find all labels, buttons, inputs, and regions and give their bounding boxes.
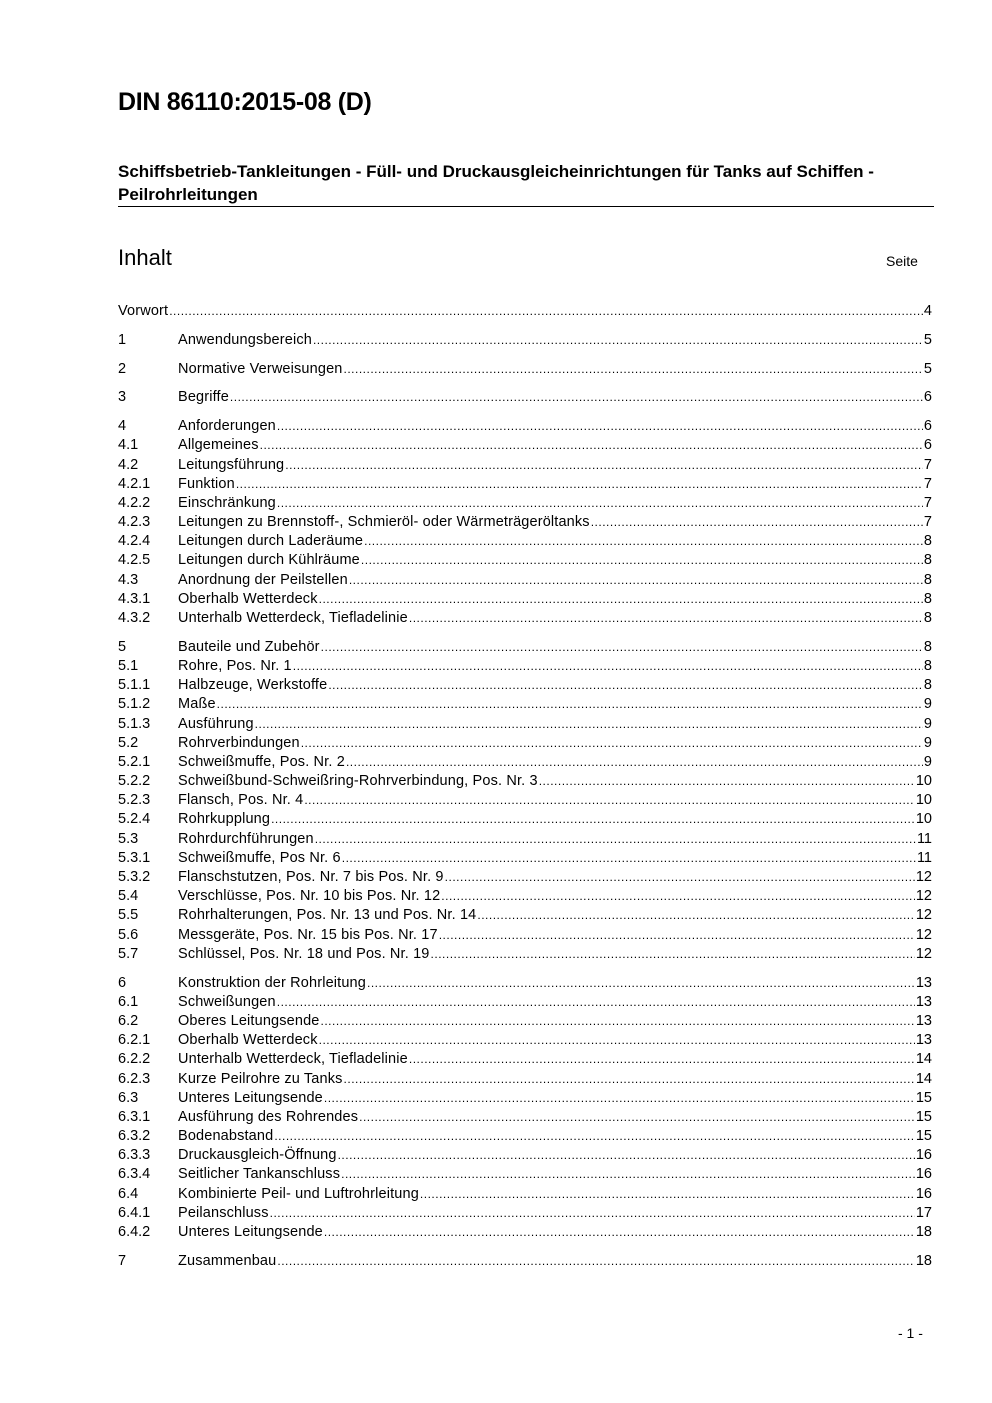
toc-entry-title: Leitungen durch Kühlräume: [178, 552, 360, 569]
page-column-label: Seite: [886, 253, 918, 269]
toc-entry-page: 5: [923, 360, 932, 377]
toc-entry-title: Druckausgleich-Öffnung: [178, 1147, 337, 1164]
toc-entry-number: 4.2.5: [118, 552, 151, 569]
toc-dot-leader: [324, 1223, 915, 1242]
toc-entry[interactable]: [118, 791, 932, 810]
toc-entry-title: Bauteile und Zubehör: [178, 638, 320, 655]
toc-entry-number: 4.2.4: [118, 533, 151, 550]
toc-entry-number: 4.3.1: [118, 590, 151, 607]
toc-entry-page: 15: [915, 1128, 932, 1145]
toc-entry[interactable]: [118, 1204, 932, 1223]
toc-entry-page: 13: [915, 974, 932, 991]
toc-entry-page: 8: [923, 552, 932, 569]
toc-entry-number: 6.3.4: [118, 1166, 151, 1183]
toc-entry[interactable]: [118, 906, 932, 925]
toc-entry-title: Zusammenbau: [178, 1252, 277, 1269]
toc-entry-number: 5.4: [118, 888, 139, 905]
toc-entry-number: 4.1: [118, 437, 139, 454]
toc-entry-number: 7: [118, 1252, 127, 1269]
toc-entry-number: 6.1: [118, 993, 139, 1010]
toc-entry[interactable]: [118, 571, 932, 590]
toc-entry[interactable]: [118, 715, 932, 734]
toc-entry-page: 11: [916, 830, 932, 847]
toc-dot-leader: [277, 494, 923, 513]
toc-entry-title: Rohrverbindungen: [178, 734, 300, 751]
toc-dot-leader: [361, 551, 923, 570]
toc-entry[interactable]: [118, 810, 932, 829]
toc-entry-number: 6.4: [118, 1185, 139, 1202]
toc-entry-title: Anordnung der Peilstellen: [178, 571, 348, 588]
toc-entry[interactable]: [118, 695, 932, 714]
toc-dot-leader: [319, 1031, 915, 1050]
toc-entry-title: Vorwort: [118, 303, 169, 319]
toc-entry-page: 17: [915, 1204, 932, 1221]
toc-entry-page: 8: [923, 571, 932, 588]
toc-entry-title: Normative Verweisungen: [178, 360, 343, 377]
toc-entry-title: Oberhalb Wetterdeck: [178, 590, 318, 607]
toc-dot-leader: [270, 1204, 915, 1223]
toc-entry[interactable]: [118, 638, 932, 657]
toc-entry[interactable]: [118, 753, 932, 772]
toc-entry[interactable]: [118, 1050, 932, 1069]
toc-entry-page: 9: [923, 715, 932, 732]
toc-entry-page: 5: [923, 331, 932, 348]
toc-entry-number: 1: [118, 331, 127, 348]
toc-entry-page: 9: [923, 734, 932, 751]
toc-entry-page: 8: [923, 677, 932, 694]
toc-entry-number: 4.3.2: [118, 610, 151, 626]
toc-dot-leader: [539, 772, 915, 791]
toc-entry-page: 6: [923, 418, 932, 435]
toc-entry-page: 9: [923, 696, 932, 713]
toc-entry[interactable]: [118, 1146, 932, 1165]
toc-entry-page: 11: [916, 849, 932, 866]
toc-entry[interactable]: [118, 302, 932, 321]
toc-entry-title: Oberes Leitungsende: [178, 1012, 320, 1029]
toc-entry[interactable]: [118, 475, 932, 494]
toc-entry-page: 8: [923, 657, 932, 674]
toc-entry[interactable]: [118, 417, 932, 436]
toc-dot-leader: [324, 1089, 915, 1108]
toc-entry[interactable]: [118, 868, 932, 887]
toc-entry-title: Unterhalb Wetterdeck, Tiefladelinie: [178, 1051, 408, 1068]
toc-dot-leader: [293, 657, 923, 676]
toc-entry-title: Leitungen zu Brennstoff-, Schmieröl- oder Wärmeträgeröltanks: [178, 514, 590, 531]
toc-dot-leader: [420, 1185, 915, 1204]
toc-entry[interactable]: [118, 360, 932, 379]
toc-entry-page: 6: [923, 389, 932, 406]
toc-entry-title: Leitungen durch Laderäume: [178, 533, 364, 550]
toc-entry-number: 5.3: [118, 830, 139, 847]
toc-entry[interactable]: [118, 734, 932, 753]
toc-dot-leader: [277, 1252, 914, 1271]
toc-entry-page: 7: [923, 456, 932, 473]
toc-entry[interactable]: [118, 887, 932, 906]
toc-entry-page: 12: [915, 945, 932, 962]
toc-entry[interactable]: [118, 551, 932, 570]
toc-dot-leader: [477, 906, 914, 925]
toc-dot-leader: [260, 436, 923, 455]
toc-entry-title: Maße: [178, 696, 216, 713]
toc-entry-title: Peilanschluss: [178, 1204, 269, 1221]
toc-entry-page: 13: [915, 1012, 932, 1029]
toc-entry-title: Kombinierte Peil- und Luftrohrleitung: [178, 1185, 419, 1202]
toc-entry-title: Flanschstutzen, Pos. Nr. 7 bis Pos. Nr. 9: [178, 869, 444, 886]
toc-entry-page: 12: [915, 869, 932, 886]
toc-heading: Inhalt: [118, 245, 172, 270]
document-id: DIN 86110:2015-08 (D): [118, 88, 372, 116]
toc-entry[interactable]: [118, 974, 932, 993]
toc-dot-leader: [344, 360, 923, 379]
toc-dot-leader: [271, 810, 915, 829]
toc-dot-leader: [321, 1012, 915, 1031]
toc-entry-title: Oberhalb Wetterdeck: [178, 1032, 318, 1049]
toc-entry-page: 16: [915, 1147, 932, 1164]
toc-dot-leader: [364, 532, 923, 551]
toc-entry-number: 5.1.2: [118, 696, 151, 713]
toc-entry-title: Seitlicher Tankanschluss: [178, 1166, 341, 1183]
toc-entry-number: 6.4.2: [118, 1224, 151, 1240]
toc-entry[interactable]: [118, 1108, 932, 1127]
toc-entry-page: 6: [923, 437, 932, 454]
toc-dot-leader: [313, 331, 923, 350]
toc-entry-page: 18: [915, 1224, 932, 1240]
toc-entry-number: 4.2.2: [118, 494, 151, 511]
toc-entry[interactable]: [118, 1070, 932, 1089]
toc-entry-page: 8: [923, 533, 932, 550]
toc-entry[interactable]: [118, 331, 932, 350]
toc-dot-leader: [439, 926, 915, 945]
toc-entry-number: 5.2: [118, 734, 139, 751]
toc-dot-leader: [367, 974, 915, 993]
toc-entry-number: 5.1: [118, 657, 139, 674]
toc-entry[interactable]: [118, 1127, 932, 1146]
toc-dot-leader: [319, 590, 923, 609]
toc-entry-number: 5.2.3: [118, 792, 151, 809]
toc-entry[interactable]: [118, 513, 932, 532]
toc-entry[interactable]: [118, 456, 932, 475]
toc-dot-leader: [315, 830, 916, 849]
toc-entry-number: 6.3.3: [118, 1147, 151, 1164]
toc-entry-page: 7: [923, 494, 932, 511]
toc-entry-title: Schweißmuffe, Pos Nr. 6: [178, 849, 341, 866]
toc-entry-page: 8: [923, 638, 932, 655]
toc-dot-leader: [359, 1108, 915, 1127]
toc-entry[interactable]: [118, 494, 932, 513]
toc-entry[interactable]: [118, 1031, 932, 1050]
toc-entry-page: 7: [923, 475, 932, 492]
toc-dot-leader: [230, 388, 923, 407]
toc-entry[interactable]: [118, 657, 932, 676]
toc-entry[interactable]: [118, 676, 932, 695]
toc-entry-page: 12: [915, 888, 932, 905]
toc-dot-leader: [346, 753, 923, 772]
toc-entry-number: 6.2.3: [118, 1070, 151, 1087]
toc-entry[interactable]: [118, 1223, 932, 1242]
toc-entry-page: 14: [915, 1051, 932, 1068]
toc-entry-title: Halbzeuge, Werkstoffe: [178, 677, 328, 694]
toc-entry-title: Rohre, Pos. Nr. 1: [178, 657, 292, 674]
toc-entry[interactable]: [118, 590, 932, 609]
toc-entry-number: 6.2.2: [118, 1051, 151, 1068]
toc-dot-leader: [431, 945, 915, 964]
toc-dot-leader: [236, 475, 923, 494]
toc-entry[interactable]: [118, 993, 932, 1012]
toc-entry-page: 7: [923, 514, 932, 531]
toc-entry-title: Messgeräte, Pos. Nr. 15 bis Pos. Nr. 17: [178, 926, 438, 943]
toc-entry-number: 5.2.4: [118, 811, 151, 828]
toc-entry-title: Ausführung: [178, 715, 254, 732]
document-subtitle: Schiffsbetrieb-Tankleitungen - Füll- und Druckausgleicheinrichtungen für Tanks auf Schiffen - Peilrohrleitungen: [118, 162, 874, 204]
toc-entry-title: Einschränkung: [178, 494, 276, 511]
toc-dot-leader: [344, 1070, 915, 1089]
toc-entry-number: 5.7: [118, 945, 139, 962]
toc-entry-number: 5.1.1: [118, 677, 151, 694]
toc-entry-number: 6.2.1: [118, 1032, 151, 1049]
toc-entry-page: 10: [915, 792, 932, 809]
toc-entry-page: 15: [915, 1089, 932, 1106]
toc-entry-title: Schlüssel, Pos. Nr. 18 und Pos. Nr. 19: [178, 945, 430, 962]
toc-dot-leader: [277, 417, 923, 436]
toc-entry-title: Schweißungen: [178, 993, 276, 1010]
toc-entry[interactable]: [118, 1185, 932, 1204]
toc-entry[interactable]: [118, 532, 932, 551]
toc-entry-number: 6.2: [118, 1012, 139, 1029]
toc-entry-page: 12: [915, 907, 932, 924]
toc-dot-leader: [217, 695, 923, 714]
toc-entry-page: 16: [915, 1185, 932, 1202]
toc-entry-title: Unterhalb Wetterdeck, Tiefladelinie: [178, 610, 408, 626]
toc-entry-number: 4.2: [118, 456, 139, 473]
toc-dot-leader: [169, 302, 923, 321]
toc-entry-title: Ausführung des Rohrendes: [178, 1108, 359, 1125]
toc-entry-title: Bodenabstand: [178, 1128, 274, 1145]
toc-entry-number: 6.4.1: [118, 1204, 151, 1221]
toc-dot-leader: [341, 1165, 915, 1184]
toc-dot-leader: [441, 887, 915, 906]
title-divider: [118, 206, 934, 207]
toc-dot-leader: [409, 1050, 915, 1069]
toc-entry-page: 16: [915, 1166, 932, 1183]
toc-entry[interactable]: [118, 830, 932, 849]
table-of-contents: [118, 302, 932, 1271]
toc-entry-title: Funktion: [178, 475, 235, 492]
toc-dot-leader: [409, 609, 923, 628]
toc-entry-page: 13: [915, 1032, 932, 1049]
toc-dot-leader: [301, 734, 923, 753]
toc-entry[interactable]: [118, 849, 932, 868]
toc-entry-title: Begriffe: [178, 389, 229, 406]
toc-entry[interactable]: [118, 1012, 932, 1031]
toc-entry-title: Unteres Leitungsende: [178, 1224, 323, 1240]
toc-entry-page: 10: [915, 811, 932, 828]
toc-entry[interactable]: [118, 609, 932, 628]
toc-entry[interactable]: [118, 436, 932, 455]
toc-entry-title: Rohrhalterungen, Pos. Nr. 13 und Pos. Nr. 14: [178, 907, 477, 924]
toc-dot-leader: [445, 868, 915, 887]
toc-entry-title: Unteres Leitungsende: [178, 1089, 323, 1106]
toc-entry-page: 13: [915, 993, 932, 1010]
toc-entry-number: 5.5: [118, 907, 139, 924]
toc-entry-number: 6.3.2: [118, 1128, 151, 1145]
toc-entry-page: 9: [923, 753, 932, 770]
toc-entry-number: 6.3: [118, 1089, 139, 1106]
toc-dot-leader: [338, 1146, 915, 1165]
toc-entry-page: 15: [915, 1108, 932, 1125]
toc-dot-leader: [255, 715, 923, 734]
toc-entry[interactable]: [118, 945, 932, 964]
toc-entry[interactable]: [118, 926, 932, 945]
toc-entry-number: 5.1.3: [118, 715, 151, 732]
toc-entry-number: 5.2.1: [118, 753, 151, 770]
toc-entry-title: Flansch, Pos. Nr. 4: [178, 792, 304, 809]
toc-dot-leader: [349, 571, 923, 590]
toc-dot-leader: [321, 638, 923, 657]
toc-entry-number: 2: [118, 360, 127, 377]
toc-entry-page: 18: [915, 1252, 932, 1269]
footer-page-number: - 1 -: [898, 1325, 923, 1341]
toc-entry-page: 8: [923, 610, 932, 626]
toc-entry-title: Konstruktion der Rohrleitung: [178, 974, 366, 991]
toc-entry-number: 3: [118, 389, 127, 406]
toc-entry-title: Schweißbund-Schweißring-Rohrverbindung, Pos. Nr. 3: [178, 773, 538, 790]
toc-entry-number: 5: [118, 638, 127, 655]
toc-entry-page: 12: [915, 926, 932, 943]
toc-entry-title: Schweißmuffe, Pos. Nr. 2: [178, 753, 345, 770]
toc-entry-number: 5.3.1: [118, 849, 151, 866]
toc-entry-number: 6.3.1: [118, 1108, 151, 1125]
toc-dot-leader: [328, 676, 923, 695]
toc-entry-title: Anforderungen: [178, 418, 276, 435]
toc-dot-leader: [304, 791, 915, 810]
toc-entry[interactable]: [118, 1089, 932, 1108]
toc-entry[interactable]: [118, 388, 932, 407]
toc-entry-number: 4.2.3: [118, 514, 151, 531]
toc-dot-leader: [277, 993, 915, 1012]
toc-entry-title: Rohrkupplung: [178, 811, 271, 828]
toc-entry-page: 14: [915, 1070, 932, 1087]
toc-entry-page: 4: [923, 303, 932, 319]
toc-entry-title: Kurze Peilrohre zu Tanks: [178, 1070, 343, 1087]
toc-dot-leader: [591, 513, 923, 532]
toc-entry-title: Verschlüsse, Pos. Nr. 10 bis Pos. Nr. 12: [178, 888, 441, 905]
toc-entry-number: 5.6: [118, 926, 139, 943]
toc-entry-page: 8: [923, 590, 932, 607]
toc-dot-leader: [274, 1127, 915, 1146]
toc-entry-number: 6: [118, 974, 127, 991]
toc-dot-leader: [285, 456, 923, 475]
toc-entry[interactable]: [118, 1165, 932, 1184]
toc-entry-title: Leitungsführung: [178, 456, 285, 473]
toc-entry-number: 4.3: [118, 571, 139, 588]
toc-entry[interactable]: [118, 772, 932, 791]
toc-entry-title: Allgemeines: [178, 437, 259, 454]
toc-entry-number: 4.2.1: [118, 475, 151, 492]
toc-entry-number: 4: [118, 418, 127, 435]
toc-entry-title: Anwendungsbereich: [178, 331, 312, 348]
toc-entry[interactable]: [118, 1252, 932, 1271]
toc-entry-number: 5.2.2: [118, 773, 151, 790]
toc-entry-page: 10: [915, 773, 932, 790]
toc-dot-leader: [342, 849, 916, 868]
toc-entry-title: Rohrdurchführungen: [178, 830, 314, 847]
toc-entry-number: 5.3.2: [118, 869, 151, 886]
